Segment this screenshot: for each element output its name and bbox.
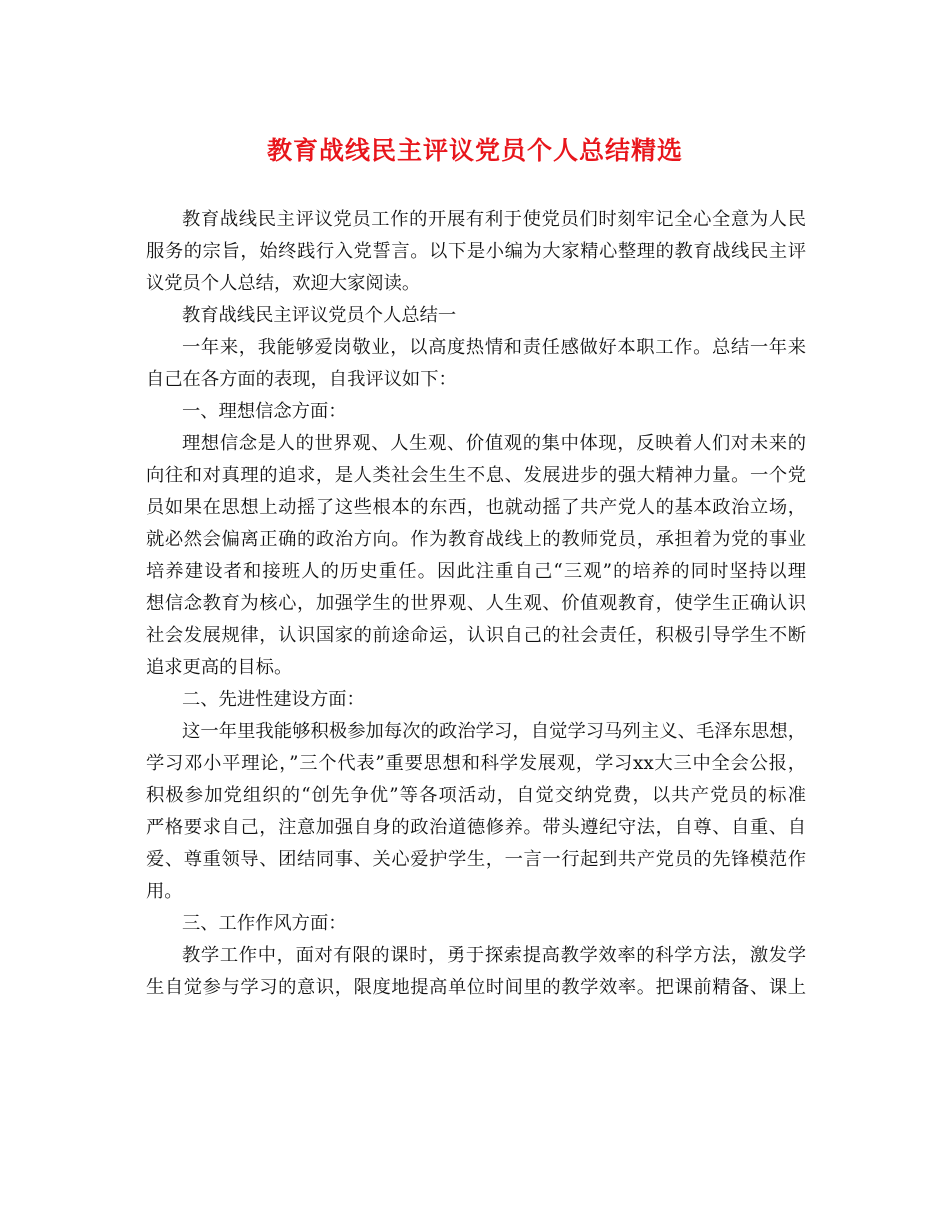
body-line: 社会发展规律，认识国家的前途命运，认识自己的社会责任，积极引导学生不断 xyxy=(146,625,806,646)
body-line: 三、工作作风方面： xyxy=(182,913,347,934)
document-body xyxy=(146,204,806,1004)
body-line: 向往和对真理的追求，是人类社会生生不息、发展进步的强大精神力量。一个党 xyxy=(146,465,806,486)
body-line: 培养建设者和接班人的历史重任。因此注重自己“三观”的培养的同时坚持以理 xyxy=(146,561,806,582)
body-line: 员如果在思想上动摇了这些根本的东西，也就动摇了共产党人的基本政治立场， xyxy=(146,497,806,518)
body-line: 就必然会偏离正确的政治方向。作为教育战线上的教师党员，承担着为党的事业 xyxy=(146,529,806,550)
body-line: 服务的宗旨，始终践行入党誓言。以下是小编为大家精心整理的教育战线民主评 xyxy=(146,241,806,262)
body-line: 教学工作中，面对有限的课时，勇于探索提高教学效率的科学方法，激发学 xyxy=(182,945,806,966)
body-line: 追求更高的目标。 xyxy=(146,657,293,678)
body-line: 想信念教育为核心，加强学生的世界观、人生观、价值观教育，使学生正确认识 xyxy=(146,593,806,614)
body-line: 学习邓小平理论，”三个代表”重要思想和科学发展观，学习xx大三中全会公报， xyxy=(146,753,806,774)
body-line: 教育战线民主评议党员工作的开展有利于使党员们时刻牢记全心全意为人民 xyxy=(182,209,806,230)
body-line: 教育战线民主评议党员个人总结一 xyxy=(182,305,457,326)
body-line: 理想信念是人的世界观、人生观、价值观的集中体现，反映着人们对未来的 xyxy=(182,433,806,454)
body-line: 生自觉参与学习的意识，限度地提高单位时间里的教学效率。把课前精备、课上 xyxy=(146,977,806,998)
body-line: 一、理想信念方面： xyxy=(182,401,347,422)
body-line: 爱、尊重领导、团结同事、关心爱护学生，一言一行起到共产党员的先锋模范作 xyxy=(146,849,806,870)
document-title: 教育战线民主评议党员个人总结精选 xyxy=(266,136,683,165)
body-line: 积极参加党组织的“创先争优”等各项活动，自觉交纳党费，以共产党员的标准 xyxy=(146,785,806,806)
body-line: 一年来，我能够爱岗敬业，以高度热情和责任感做好本职工作。总结一年来 xyxy=(182,337,806,358)
body-line: 严格要求自己，注意加强自身的政治道德修养。带头遵纪守法，自尊、自重、自 xyxy=(146,817,806,838)
body-line: 用。 xyxy=(146,881,183,902)
body-line: 二、先进性建设方面： xyxy=(182,689,365,710)
body-line: 议党员个人总结，欢迎大家阅读。 xyxy=(146,273,421,294)
body-line: 自己在各方面的表现，自我评议如下： xyxy=(146,369,457,390)
body-line: 这一年里我能够积极参加每次的政治学习，自觉学习马列主义、毛泽东思想， xyxy=(182,721,806,742)
